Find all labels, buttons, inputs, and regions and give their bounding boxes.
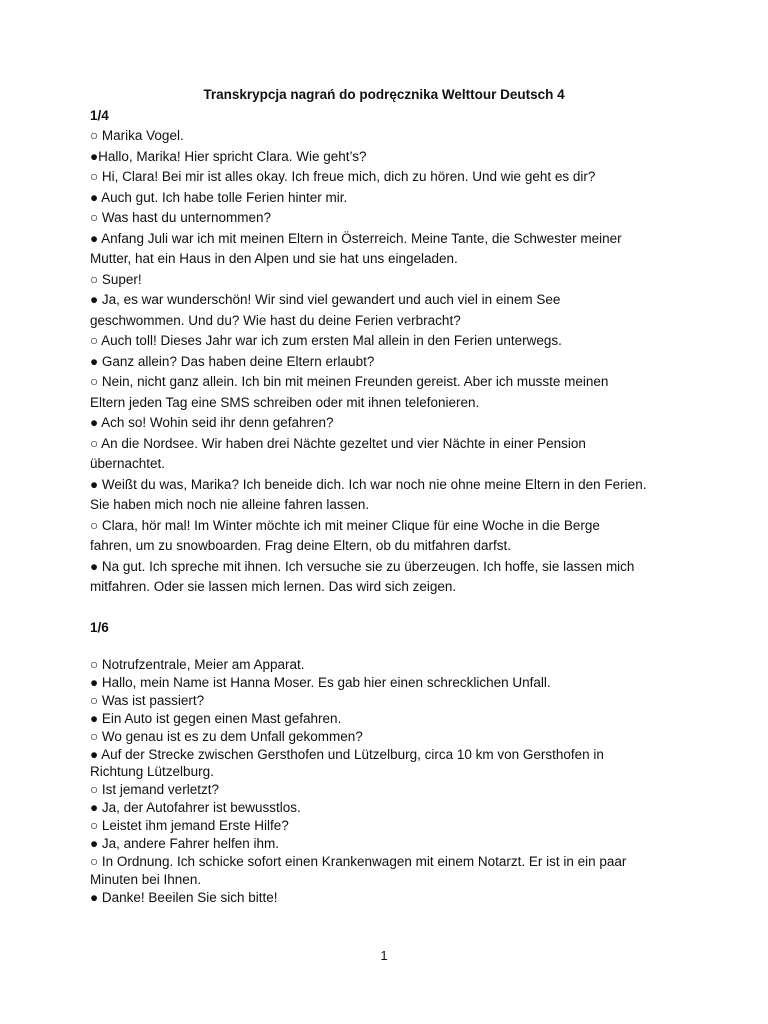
- transcript-line: ● Ja, es war wunderschön! Wir sind viel gewandert und auch viel in einem See: [90, 292, 561, 307]
- transcript-section-1-4: [90, 106, 690, 598]
- transcript-line: ○ Nein, nicht ganz allein. Ich bin mit meinen Freunden gereist. Aber ich musste meinen: [90, 374, 609, 389]
- transcript-line: ● Ein Auto ist gegen einen Mast gefahren.: [90, 710, 342, 726]
- transcript-line: ○ Super!: [90, 271, 142, 287]
- transcript-line: ● Weißt du was, Marika? Ich beneide dich. Ich war noch nie ohne meine Eltern in den Ferien.: [90, 476, 647, 492]
- transcript-line: Sie haben mich noch nie alleine fahren lassen.: [90, 497, 370, 512]
- transcript-line: Minuten bei Ihnen.: [90, 871, 202, 887]
- document-title: Transkrypcja nagrań do podręcznika Welttour Deutsch 4: [203, 87, 565, 102]
- transcript-line: ○ Was ist passiert?: [90, 692, 205, 708]
- transcript-line: mitfahren. Oder sie lassen mich lernen. Das wird sich zeigen.: [90, 579, 457, 594]
- transcript-line: Mutter, hat ein Haus in den Alpen und sie hat uns eingeladen.: [90, 251, 458, 266]
- transcript-line: ● Auf der Strecke zwischen Gersthofen und Lützelburg, circa 10 km von Gersthofen in: [90, 746, 604, 762]
- transcript-line: ● Auch gut. Ich habe tolle Ferien hinter mir.: [90, 189, 348, 205]
- transcript-line: ○ Notrufzentrale, Meier am Apparat.: [90, 657, 305, 672]
- page-number: 1: [380, 948, 388, 963]
- transcript-line: ● Na gut. Ich spreche mit ihnen. Ich versuche sie zu überzeugen. Ich hoffe, sie lassen mich: [90, 558, 635, 574]
- transcript-line: ○ Clara, hör mal! Im Winter möchte ich mit meiner Clique für eine Woche in die Berge: [90, 517, 600, 533]
- transcript-section-1-6: [90, 618, 690, 907]
- transcript-line: Richtung Lützelburg.: [90, 764, 214, 780]
- transcript-line: Eltern jeden Tag eine SMS schreiben oder mit ihnen telefonieren.: [90, 394, 480, 410]
- transcript-line: ○ Marika Vogel.: [90, 128, 184, 143]
- transcript-line: ○ Wo genau ist es zu dem Unfall gekommen?: [90, 728, 363, 744]
- section-heading: 1/4: [90, 108, 109, 123]
- transcript-line: ○ Ist jemand verletzt?: [90, 782, 219, 798]
- transcript-line: ● Hallo, mein Name ist Hanna Moser. Es gab hier einen schrecklichen Unfall.: [90, 674, 551, 690]
- transcript-line: ○ Hi, Clara! Bei mir ist alles okay. Ich freue mich, dich zu hören. Und wie geht es dir?: [90, 169, 596, 184]
- transcript-line: ●Hallo, Marika! Hier spricht Clara. Wie geht’s?: [90, 148, 367, 164]
- transcript-line: ○ Was hast du unternommen?: [90, 210, 271, 225]
- transcript-line: ○ In Ordnung. Ich schicke sofort einen Krankenwagen mit einem Notarzt. Er ist in ein paar: [90, 853, 627, 869]
- transcript-line: ● Danke! Beeilen Sie sich bitte!: [90, 889, 278, 905]
- transcript-line: ○ An die Nordsee. Wir haben drei Nächte gezeltet und vier Nächte in einer Pension: [90, 435, 586, 451]
- transcript-line: ● Anfang Juli war ich mit meinen Eltern in Österreich. Meine Tante, die Schwester meiner: [90, 230, 622, 246]
- transcript-line: ○ Auch toll! Dieses Jahr war ich zum ersten Mal allein in den Ferien unterwegs.: [90, 333, 562, 348]
- transcript-line: ● Ja, der Autofahrer ist bewusstlos.: [90, 800, 301, 816]
- transcript-line: ● Ach so! Wohin seid ihr denn gefahren?: [90, 415, 334, 430]
- transcript-line: ● Ja, andere Fahrer helfen ihm.: [90, 836, 279, 852]
- transcript-line: geschwommen. Und du? Wie hast du deine Ferien verbracht?: [90, 312, 461, 328]
- section-heading: 1/6: [90, 620, 109, 635]
- transcript-line: ● Ganz allein? Das haben deine Eltern erlaubt?: [90, 353, 375, 369]
- transcript-line: ○ Leistet ihm jemand Erste Hilfe?: [90, 818, 289, 834]
- transcript-line: übernachtet.: [90, 456, 166, 471]
- transcript-line: fahren, um zu snowboarden. Frag deine Eltern, ob du mitfahren darfst.: [90, 538, 511, 553]
